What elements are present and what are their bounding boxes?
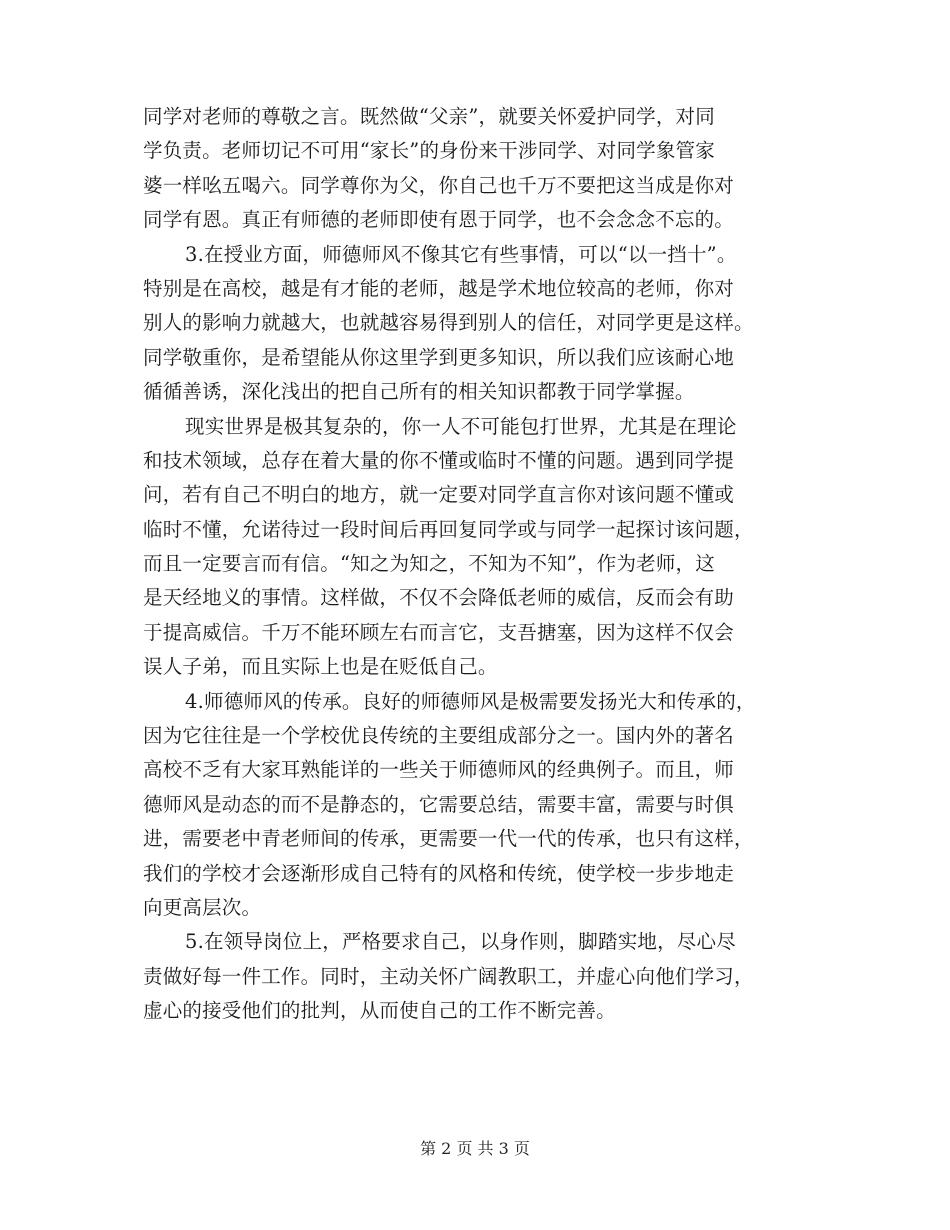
text-line: 高校不乏有大家耳熟能详的一些关于师德师风的经典例子。而且，师 [143,758,735,782]
text-line: 而且一定要言而有信。“知之为知之，不知为不知”，作为老师，这 [143,552,715,576]
paragraph-p4-item-4 [143,685,805,926]
text-line: 因为它往往是一个学校优良传统的主要组成部分之一。国内外的著名 [143,724,735,748]
text-line: 3.在授业方面，师德师风不像其它有些事情，可以“以一挡十”。 [185,242,737,266]
text-line: 临时不懂，允诺待过一段时间后再回复同学或与同学一起探讨该问题， [143,517,754,541]
text-line: 问，若有自己不明白的地方，就一定要对同学直言你对该问题不懂或 [143,483,735,507]
text-line: 4.师德师风的传承。良好的师德师风是极需要发扬光大和传承的， [185,689,756,713]
text-line: 我们的学校才会逐渐形成自己特有的风格和传统，使学校一步步地走 [143,861,735,885]
document-body [143,100,805,1029]
paragraph-p1-continuation [143,100,805,238]
paragraph-p5-item-5 [143,925,805,1028]
text-line: 别人的影响力就越大，也就越容易得到别人的信任，对同学更是这样。 [143,311,754,335]
text-line: 同学敬重你，是希望能从你这里学到更多知识，所以我们应该耐心地 [143,345,735,369]
text-line: 于提高威信。千万不能环顾左右而言它，支吾搪塞，因为这样不仅会 [143,620,735,644]
text-line: 同学有恩。真正有师德的老师即使有恩于同学，也不会念念不忘的。 [143,208,735,232]
text-line: 进，需要老中青老师间的传承，更需要一代一代的传承，也只有这样， [143,827,754,851]
text-line: 虚心的接受他们的批判，从而使自己的工作不断完善。 [143,999,616,1023]
paragraph-p3-reality [143,410,805,685]
text-line: 特别是在高校，越是有才能的老师，越是学术地位较高的老师，你对 [143,276,735,300]
text-line: 德师风是动态的而不是静态的，它需要总结，需要丰富，需要与时俱 [143,792,735,816]
text-line: 误人子弟，而且实际上也是在贬低自己。 [143,655,498,679]
page-number-footer: 第 2 页 共 3 页 [420,1139,530,1158]
text-line: 向更高层次。 [143,895,262,919]
text-line: 循循善诱，深化浅出的把自己所有的相关知识都教于同学掌握。 [143,380,695,404]
text-line: 责做好每一件工作。同时，主动关怀广阔教职工，并虚心向他们学习， [143,964,754,988]
text-line: 现实世界是极其复杂的，你一人不可能包打世界，尤其是在理论 [185,414,737,438]
text-line: 5.在领导岗位上，严格要求自己，以身作则，脚踏实地，尽心尽 [185,930,736,954]
text-line: 婆一样吆五喝六。同学尊你为父，你自己也千万不要把这当成是你对 [143,173,735,197]
text-line: 同学对老师的尊敬之言。既然做“父亲”，就要关怀爱护同学，对同 [143,105,715,128]
text-line: 是天经地义的事情。这样做，不仅不会降低老师的威信，反而会有助 [143,586,735,610]
paragraph-p2-item-3 [143,238,805,410]
text-line: 和技术领域，总存在着大量的你不懂或临时不懂的问题。遇到同学提 [143,448,735,472]
text-line: 学负责。老师切记不可用“家长”的身份来干涉同学、对同学象管家 [143,139,715,163]
